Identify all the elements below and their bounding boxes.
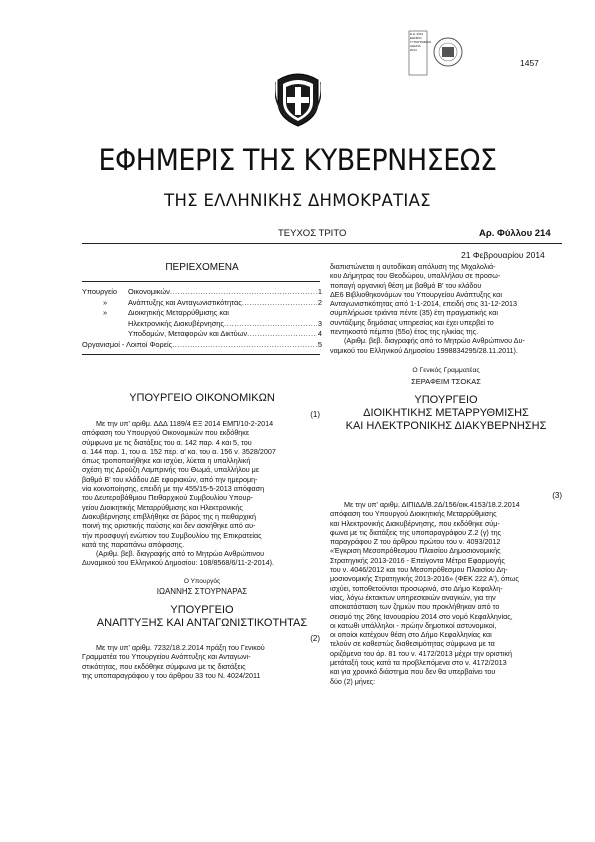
toc-row[interactable] bbox=[82, 329, 322, 340]
toc-label: Υποδομών, Μεταφορών και Δικτύων bbox=[128, 329, 248, 339]
signatory-role: Ο Υπουργός bbox=[183, 578, 221, 585]
contents-rule bbox=[82, 281, 320, 282]
toc-page: 2 bbox=[317, 297, 322, 307]
stamp-line: 2014 bbox=[410, 48, 417, 52]
signatory-name: ΣΕΡΑΦΕΙΜ ΤΣΟΚΑΣ bbox=[411, 377, 481, 386]
toc-row[interactable] bbox=[82, 308, 322, 319]
toc-prefix bbox=[82, 329, 128, 340]
gazette-subtitle: ΤΗΣ ΕΛΛΗΝΙΚΗΣ ΔΗΜΟΚΡΑΤΙΑΣ bbox=[164, 191, 431, 210]
stamp-line: Ε.Δ. 2014 bbox=[410, 32, 424, 36]
decision-number: (1) bbox=[310, 410, 320, 419]
toc-label: Ανάπτυξης και Ανταγωνιστικότητας bbox=[128, 297, 242, 307]
issue-series: ΤΕΥΧΟΣ ΤΡΙΤΟ bbox=[278, 228, 347, 239]
gazette-title: ΕΦΗΜΕΡΙΣ ΤΗΣ ΚΥΒΕΡΝΗΣΕΩΣ bbox=[98, 143, 497, 177]
toc-label: Διοικητικής Μεταρρύθμισης και bbox=[128, 308, 229, 318]
header-rule bbox=[82, 243, 562, 244]
toc-prefix: Οργανισμοί - Λοιποί Φορείς bbox=[82, 339, 173, 349]
decision-text-3: Με την υπ' αριθμ. ΔΙΠΙΔΔ/Β.2Δ/156/οικ.4153/18.2.2014 απόφαση του Υπουργού Διοικητικής Μεταρρύθμισης και Ηλεκτρονικής Διακυβέρνησης, που εκδόθηκε σύμ- φωνα με τις διατάξεις της υποπαραγράφου Ζ.2 (γ) της παραγράφου Ζ του άρθρου πρώτου του ν. 4093/2012 «Έγκριση Μεσοπρόθεσμου Πλαισίου Δημοσιονομικής Στρατηγικής 2013-2016 - Επείγοντα Μέτρα Εφαρμογής του ν. 4046/2012 και του Μεσοπρόθεσμου Πλαισίου Δη- μοσιονομικής Στρατηγικής 2013-2016» (ΦΕΚ 222 Α'), όπως ισχύει, τοποθετούνται προσωρινά, στο Δήμο Κεφαλλη- νίας, λόγω έκτακτων υπηρεσιακών αναγκών, για την αποκατάσταση των ζημιών που προκλήθηκαν από το σεισμό της 26ης Ιανουαρίου 2014 στο νομό Κεφαλληνίας, οι κατωθι υπάλληλοι - πρώην δημοτικοί αστυνομικοί, οι οποίοι κατέχουν θέση στο Δήμο Κεφαλληνίας και τελούν σε καθεστώς διαθεσιμότητας σύμφωνα με τα οριζόμενα του άρ. 81 του ν. 4172/2013 μέχρι την οριστική μετάταξή τους κατά τα προβλεπόμενα στο ν. 4172/2013 και για χρονικό διάστημα που δεν θα υπερβαίνει του δύο (2) μήνες: bbox=[330, 500, 520, 686]
table-of-contents bbox=[82, 262, 322, 355]
decision-number: (2) bbox=[310, 634, 320, 643]
decision-number: (3) bbox=[552, 491, 562, 500]
toc-prefix: » bbox=[102, 308, 108, 318]
toc-row[interactable] bbox=[82, 298, 322, 309]
contents-heading: ΠΕΡΙΕΧΟΜΕΝΑ bbox=[165, 262, 239, 273]
issue-date: 21 Φεβρουαρίου 2014 bbox=[461, 250, 545, 260]
decision-text-2-continued: διαπιστώνεται η αυτοδίκαιη απόλυση της Μιχαλολιά- κου Δήμητρας του Θεοδώρου, υπαλλήλου σε προσω- ποπαγή οργανική θέση με βαθμό Β' του κλάδου ΔΕ6 Βιβλιοθηκονόμων του Υπουργείου Ανάπτυξης και Ανταγωνιστικότητας από 1-1-2014, επειδή στις 31-12-2013 συμπλήρωσε τριάντα πέντε (35) έτη πραγματικής και συντάξιμης δημόσιας υπηρεσίας και έχει υπερβεί το πεντηκοστό πέμπτο (55ο) έτος της ηλικίας της. (Αριθμ. βεβ. διαγραφής από το Μητρώο Ανθρώπινου Δυ- ναμικού του Ελληνικού Δημοσίου 1998834295/28.11.2011). bbox=[330, 262, 525, 355]
ministry-heading-finance: ΥΠΟΥΡΓΕΙΟ ΟΙΚΟΝΟΜΙΚΩΝ bbox=[129, 392, 275, 404]
coat-of-arms bbox=[275, 72, 321, 133]
stamp-line: ΕΘΝΙΚΟ ΤΥΠΟΓΡΑΦΕΙΟ bbox=[410, 36, 432, 44]
toc-row[interactable] bbox=[82, 340, 322, 351]
toc-page: 4 bbox=[317, 329, 322, 339]
decision-text-1: Με την υπ' αριθμ. ΔΔΔ 1189/4 ΕΞ 2014 ΕΜΠ/10-2-2014 απόφαση του Υπουργού Οικονομικών που εκδόθηκε σύμφωνα με τις διατάξεις του α. 142 παρ. 4 και 5, του α. 144 παρ. 1, του α. 152 περ. α' κα. του α. 156 ν. 3528/2007 όπως τροποποιήθηκε και ισχύει, λύεται η υπαλληλική σχέση της Δρούζη Λαμπρινής του Θωμά, υπαλλήλου με βαθμό Β' του κλάδου ΔΕ εφοριακών, από την ημερομη- νία κοινοποίησης, επειδή με την 455/15-5-2013 απόφαση του Δευτεροβάθμιου Πειθαρχικού Συμβουλίου Υπουρ- γείου Διοικητικής Μεταρρύθμισης και Ηλεκτρονικής Διακυβέρνησης επιβλήθηκε σε βάρος της η πειθαρχική ποινή της οριστικής παύσης και δεν ασκήθηκε από αυ- τήν προσφυγή ενώπιον του Συμβουλίου της Επικρατείας κατά της παραπάνω απόφασης. (Αριθμ. βεβ. διαγραφής από το Μητρώο Ανθρώπινου Δυναμικού του Ελληνικού Δημοσίου: 108/8568/6/11-2-2014). bbox=[82, 419, 276, 568]
toc-label: Ηλεκτρονικής Διακυβέρνησης bbox=[128, 318, 224, 328]
page-number: 1457 bbox=[520, 58, 539, 68]
signatory-role: Ο Γενικός Γραμματέας bbox=[412, 367, 480, 374]
toc-prefix bbox=[82, 319, 128, 330]
signatory-name: ΙΩΑΝΝΗΣ ΣΤΟΥΡΝΑΡΑΣ bbox=[156, 587, 248, 596]
toc-page: 5 bbox=[317, 339, 322, 349]
publication-stamp bbox=[408, 30, 472, 76]
sheet-number: Αρ. Φύλλου 214 bbox=[479, 228, 551, 239]
toc-row[interactable] bbox=[82, 319, 322, 330]
toc-label: Οικονομικών bbox=[128, 287, 170, 296]
greek-coat-of-arms-icon bbox=[275, 72, 321, 128]
decision-text-2: Με την υπ' αριθμ. 7232/18.2.2014 πράξη του Γενικού Γραμματέα του Υπουργείου Ανάπτυξης και Ανταγωνι- στικότητας, που εκδόθηκε σύμφωνα με τις διατάξεις της υποπαραγράφου γ του άρθρου 33 του Ν. 4024/2011 bbox=[82, 643, 265, 680]
toc-prefix: » bbox=[102, 297, 108, 307]
toc-page: 3 bbox=[317, 318, 322, 328]
toc-page: 1 bbox=[317, 287, 322, 296]
ministry-heading-admin-reform: ΥΠΟΥΡΓΕΙΟ ΔΙΟΙΚΗΤΙΚΗΣ ΜΕΤΑΡΡΥΘΜΙΣΗΣ ΚΑΙ ΗΛΕΚΤΡΟΝΙΚΗΣ ΔΙΑΚΥΒΕΡΝΗΣΗΣ bbox=[345, 394, 547, 432]
stamp-line: ΑΘΗΝΑ bbox=[410, 44, 421, 48]
ministry-heading-development: ΥΠΟΥΡΓΕΙΟ ΑΝΑΠΤΥΞΗΣ ΚΑΙ ΑΝΤΑΓΩΝΙΣΤΙΚΟΤΗΤΑΣ bbox=[96, 604, 308, 629]
toc-row[interactable] bbox=[82, 287, 322, 298]
contents-rule bbox=[82, 354, 320, 355]
toc-prefix: Υπουργείο bbox=[82, 287, 118, 296]
